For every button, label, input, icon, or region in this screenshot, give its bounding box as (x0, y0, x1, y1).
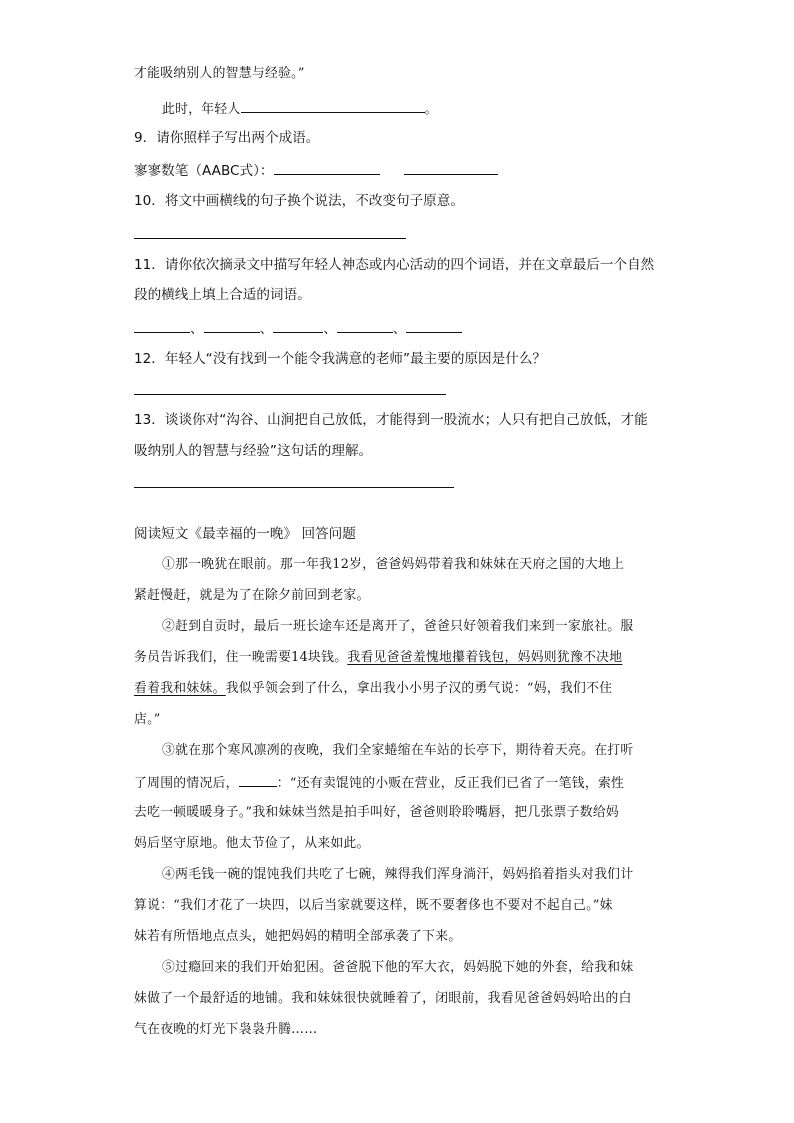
p2-line4: 店。” (134, 712, 161, 727)
p4-line2: 算说：“我们才花了一块四，以后当家就要这样，既不要奢侈也不要对不起自己。”妹 (134, 898, 613, 913)
q8-prompt: 此时，年轻人 (162, 102, 241, 117)
q12-question: 12．年轻人“没有找到一个能令我满意的老师”最主要的原因是什么？ (134, 351, 547, 367)
q11-blank-1[interactable] (134, 318, 190, 333)
q13-answer-line[interactable] (134, 487, 454, 488)
q11-separator: 、 (259, 321, 274, 337)
p3-line2-b: ：“还有卖馄饨的小贩在营业，反正我们已省了一笔钱，索性 (276, 776, 625, 791)
p4-line1: ④两毛钱一碗的馄饨我们共吃了七碗，辣得我们浑身淌汗，妈妈掐着指头对我们计 (162, 867, 634, 882)
p3-line2-container (134, 772, 624, 794)
q13-question-line1: 13．谈谈你对“沟谷、山涧把自己放低，才能得到一股流水；人只有把自己放低，才能 (134, 412, 648, 428)
p1-line2: 紧赶慢赶，就是为了在除夕前回到老家。 (134, 588, 370, 603)
q10-question: 10．将文中画横线的句子换个说法，不改变句子原意。 (134, 193, 464, 209)
q11-blanks (134, 318, 462, 339)
q8-end: 。 (424, 102, 438, 117)
q11-blank-5[interactable] (406, 318, 462, 333)
p2-line3-container (134, 679, 612, 699)
p2-line2: 务员告诉我们，住一晚需要14块钱。 (134, 650, 348, 665)
q9-question: 9．请你照样子写出两个成语。 (134, 130, 320, 146)
q11-question-line1: 11．请你依次摘录文中描写年轻人神态或内心活动的四个词语，并在文章最后一个自然 (134, 257, 655, 273)
p1-line1: ①那一晚犹在眼前。那一年我12岁，爸爸妈妈带着我和妹妹在天府之国的大地上 (162, 557, 625, 572)
p5-line3: 气在夜晚的灯光下袅袅升腾…… (134, 1022, 318, 1037)
p4-line3: 妹若有所悟地点点头，她把妈妈的精明全部承袭了下来。 (134, 929, 462, 944)
p2-line3-rest: 我似乎领会到了什么，拿出我小小男子汉的勇气说：“妈，我们不住 (225, 681, 613, 696)
q13-question-line2: 吸纳别人的智慧与经验”这句话的理解。 (134, 443, 373, 459)
q8-prompt-line (162, 98, 438, 120)
p3-line3: 去吃一顿暖暖身子。”我和妹妹当然是拍手叫好，爸爸则聆聆嘴唇，把几张票子数给妈 (134, 805, 620, 820)
q9-example: 寥寥数笔（AABC式）： (134, 163, 274, 179)
p5-line2: 妹做了一个最舒适的地铺。我和妹妹很快就睡着了，闭眼前，我看见爸爸妈妈哈出的白 (134, 991, 632, 1006)
p5-line1: ⑤过瘾回来的我们开始犯困。爸爸脱下他的军大衣，妈妈脱下她的外套，给我和妹 (162, 960, 634, 975)
q8-answer-blank[interactable] (241, 98, 425, 113)
p3-line2-a: 了周围的情况后， (134, 776, 239, 791)
q11-blank-2[interactable] (204, 318, 260, 333)
q9-blank-2[interactable] (404, 160, 498, 175)
p3-blank[interactable] (239, 772, 277, 787)
p2-underlined-sentence-2: 看着我和妹妹。 (134, 681, 226, 696)
q11-blank-3[interactable] (273, 318, 323, 333)
q11-separator: 、 (190, 321, 204, 337)
q11-blank-4[interactable] (337, 318, 393, 333)
q8-continuation: 才能吸纳别人的智慧与经验。” (134, 66, 305, 81)
p3-line4: 妈后坚守原地。他太节俭了，从来如此。 (134, 836, 370, 851)
q9-blank-1[interactable] (274, 160, 380, 175)
passage-heading: 阅读短文《最幸福的一晚》 回答问题 (134, 526, 356, 542)
q10-answer-line[interactable] (134, 238, 406, 239)
p3-line1: ③就在那个寒风凛冽的夜晚，我们全家蜷缩在车站的长亭下，期待着天亮。在打听 (162, 743, 634, 758)
p2-line2-container (134, 648, 622, 668)
p2-line1: ②赶到自贡时，最后一班长途车还是离开了，爸爸只好领着我们来到一家旅社。服 (162, 619, 634, 634)
q11-separator: 、 (323, 321, 337, 337)
q9-example-line (134, 160, 498, 181)
p2-underlined-sentence-1: 我看见爸爸羞愧地攥着钱包，妈妈则犹豫不决地 (347, 650, 623, 665)
q11-question-line2: 段的横线上填上合适的词语。 (134, 287, 311, 303)
q11-separator: 、 (392, 321, 407, 337)
q12-answer-line[interactable] (134, 394, 446, 395)
